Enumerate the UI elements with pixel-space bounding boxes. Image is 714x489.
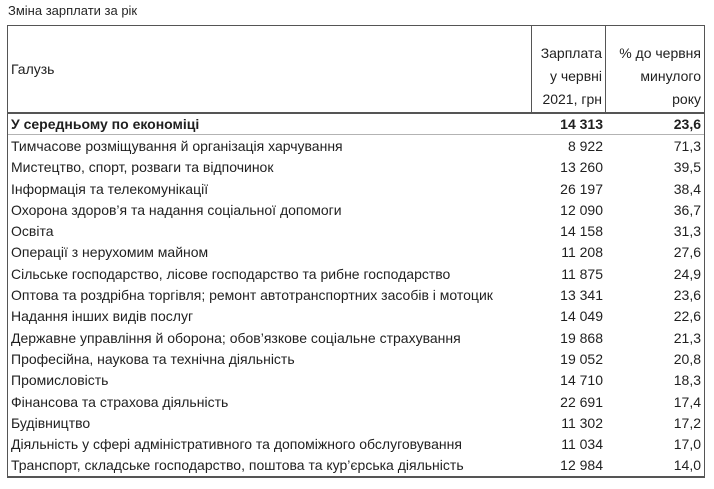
salary-cell: 13 341 <box>560 287 603 304</box>
salary-cell: 8 922 <box>567 137 603 154</box>
industry-cell: Транспорт, складське господарство, поштова та кур’єрська діяльність <box>11 457 464 474</box>
column-header-percent <box>606 26 704 112</box>
table-row <box>8 135 704 156</box>
table-row <box>8 391 704 412</box>
percent-cell: 39,5 <box>673 159 701 176</box>
table-row <box>8 263 704 284</box>
column-header-percent-line: року <box>672 91 701 107</box>
column-header-salary-line: 2021, грн <box>542 91 602 107</box>
table-row <box>8 455 704 476</box>
salary-cell: 14 049 <box>560 308 603 325</box>
salary-cell: 14 158 <box>560 223 603 240</box>
industry-cell: Будівництво <box>11 414 91 431</box>
table-row <box>8 370 704 391</box>
industry-cell: Фінансова та страхова діяльність <box>11 393 229 410</box>
column-header-salary-line: Зарплата <box>540 45 602 61</box>
table-header-row <box>8 26 704 114</box>
percent-cell: 21,3 <box>673 329 701 346</box>
industry-cell: Мистецтво, спорт, розваги та відпочинок <box>11 159 274 176</box>
industry-cell: Інформація та телекомунікації <box>11 180 209 197</box>
industry-cell: Сільське господарство, лісове господарство та рибне господарство <box>11 265 451 282</box>
table-row <box>8 433 704 454</box>
column-header-percent-line: минулого <box>640 68 701 84</box>
industry-cell: Діяльність у сфері адміністративного та допоміжного обслуговування <box>11 436 462 453</box>
percent-cell: 24,9 <box>673 265 701 282</box>
salary-cell: 26 197 <box>560 180 603 197</box>
salary-cell: 11 302 <box>561 414 603 431</box>
percent-cell: 31,3 <box>673 223 701 240</box>
table-body <box>8 114 704 476</box>
salary-cell: 11 034 <box>561 436 603 453</box>
column-header-salary-line: у червні <box>549 68 602 84</box>
industry-cell: Промисловість <box>11 372 109 389</box>
industry-cell: Освіта <box>11 223 54 240</box>
column-header-industry: Галузь <box>8 26 532 112</box>
salary-cell: 14 313 <box>560 116 603 133</box>
percent-cell: 23,6 <box>673 116 701 133</box>
industry-cell: Охорона здоров’я та надання соціальної допомоги <box>11 201 342 218</box>
salary-cell: 14 710 <box>560 372 603 389</box>
percent-cell: 17,0 <box>673 436 701 453</box>
percent-cell: 14,0 <box>673 457 701 474</box>
salary-cell: 19 052 <box>560 350 603 367</box>
industry-cell: Державне управління й оборона; обов’язкове соціальне страхування <box>11 329 461 346</box>
table-row <box>8 199 704 220</box>
percent-cell: 22,6 <box>673 308 701 325</box>
column-header-salary <box>532 26 606 112</box>
table-row <box>8 348 704 369</box>
salary-cell: 22 691 <box>560 393 603 410</box>
industry-cell: Операції з нерухомим майном <box>11 244 209 261</box>
percent-cell: 17,4 <box>673 393 701 410</box>
table-row <box>8 220 704 241</box>
industry-cell: У середньому по економіці <box>11 116 200 133</box>
percent-cell: 36,7 <box>673 201 701 218</box>
table-row <box>8 242 704 263</box>
industry-cell: Тимчасове розміщування й організація харчування <box>11 137 343 154</box>
salary-cell: 12 090 <box>560 201 603 218</box>
table-row <box>8 412 704 433</box>
table-row <box>8 284 704 305</box>
salary-cell: 11 208 <box>561 244 603 261</box>
salary-table <box>7 25 705 478</box>
table-row <box>8 114 704 135</box>
table-row <box>8 327 704 348</box>
salary-cell: 11 875 <box>561 265 603 282</box>
percent-cell: 17,2 <box>673 414 701 431</box>
industry-cell: Професійна, наукова та технічна діяльність <box>11 350 295 367</box>
industry-cell: Оптова та роздрібна торгівля; ремонт автотранспортних засобів і мотоцик <box>11 287 493 304</box>
salary-cell: 19 868 <box>560 329 603 346</box>
table-row <box>8 306 704 327</box>
column-header-percent-line: % до червня <box>619 45 701 61</box>
salary-cell: 13 260 <box>560 159 603 176</box>
page-title: Зміна зарплати за рік <box>8 3 138 18</box>
table-row <box>8 157 704 178</box>
industry-cell: Надання інших видів послуг <box>11 308 194 325</box>
percent-cell: 20,8 <box>673 350 701 367</box>
salary-cell: 12 984 <box>560 457 603 474</box>
percent-cell: 27,6 <box>673 244 701 261</box>
table-row <box>8 178 704 199</box>
percent-cell: 23,6 <box>673 287 701 304</box>
percent-cell: 18,3 <box>673 372 701 389</box>
percent-cell: 38,4 <box>673 180 701 197</box>
percent-cell: 71,3 <box>673 137 701 154</box>
